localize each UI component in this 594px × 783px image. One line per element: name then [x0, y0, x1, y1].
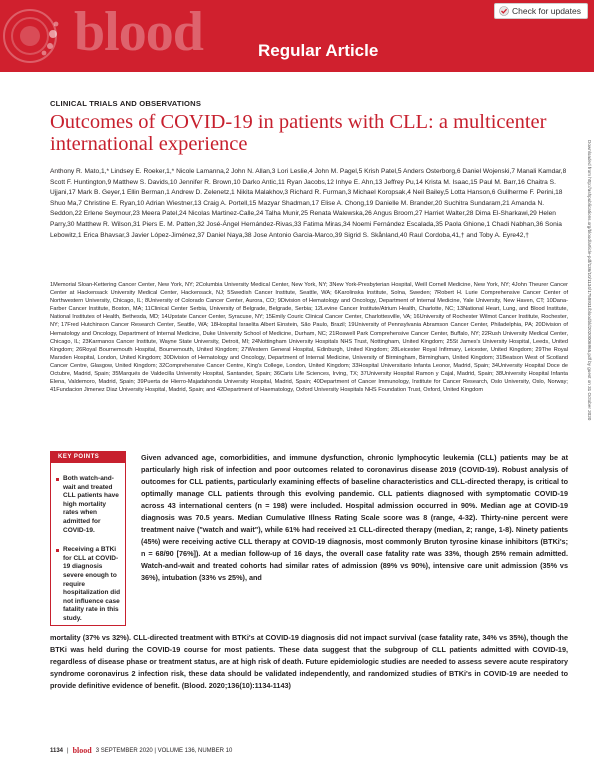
affiliation-list: 1Memorial Sloan-Kettering Cancer Center, New York, NY; 2Columbia University Medical Center, New York, NY; 3New York-Presbyterian Hospital, Weill Cornell Medicine, New York, NY; 4John Theurer Cancer Center at Hackensack University Medical Center, Hackensack, NJ; 5Swedish Cancer Institute, Seattle, WA; 6Karolinska Institute, Solna, Sweden; 7Robert H. Lurie Comprehensive Cancer Center of Northwestern University, Chicago, IL; 8University of Colorado Cancer Center, Aurora, CO; 9Division of Hematology and Oncology, Department of Internal Medicine, Yale University, New Haven, CT; 10Dana-Farber Cancer Institute, Boston, MA; 11Clinical Center Serbia, University of Belgrade, Belgrade, Serbia; 12Levine Cancer Institute/Atrium Health, Charlotte, NC; 13National Heart, Lung, and Blood Institute, National Institutes of Health, Bethesda, MD; 14Upstate Cancer Center, Syracuse, NY; 15Emily Couric Clinical Cancer Center, Charlottesville, VA; 16University of Rochester Wilmot Cancer Institute, Rochester, NY; 17Fred Hutchinson Cancer Research Center, Seattle, WA; 18Hospital Israelita Albert Einstein, São Paulo, Brazil; 19University of Pennsylvania Abramson Cancer Center, Philadelphia, PA; 20Division of Hematology and Oncology, Department of Internal Medicine, Duke University School of Medicine, Durham, NC; 21Roswell Park Comprehensive Cancer Center, Buffalo, NY; 22Rush University Medical Center, Chicago, IL; 23Karmanos Cancer Institute, Wayne State University, Detroit, MI; 24Nottingham University Hospitals NHS Trust, Nottingham, United Kingdom; 25St James's University Hospital, Leeds, United Kingdom; 26Royal Bournemouth Hospital, Bournemouth, United Kingdom; 27Western General Hospital, Edinburgh, United Kingdom; 28Leicester Royal Infirmary, Leicester, United Kingdom; 29The Royal Marsden Hospital, London, United Kingdom; 30Division of Hematology and Oncology, Department of Internal Medicine, University of Birmingham, Birmingham, United Kingdom; 31Beatson West of Scotland Cancer Centre, Glasgow, United Kingdom; 32Comprehensive Cancer Centre, King's College, London, United Kingdom; 33Hospital Universitario Infanta Leonor, Madrid, Spain; 34University Hospital Doce de Octubre, Madrid, Spain; 35Marqués de Valdecilla University Hospital, Santander, Spain; 36Caris Life Sciences, Irving, TX; 37University Hospital Ramon y Cajal, Madrid, Spain; 38University Hospital Infanta Elena, Valdemoro, Madrid, Spain; 39Puerta de Hierro-Majadahonda University Hospital, Madrid, Spain; 40Department of Cancer Immunology, Institute for Cancer Research, Oslo University, Oslo, Norway; 41Fundacion Jimenez Diaz University Hospital, Madrid, Spain; and 42Department of Haematology, Oxford University Hospitals NHS Foundation Trust, Oxford, United Kingdom — [50, 282, 568, 394]
abstract-text-part1: Given advanced age, comorbidities, and immune dysfunction, chronic lymphocytic leukemia (CLL) patients may be at particularly high risk of infection and poor outcomes related to coronavirus disease 2019 (COVID-19). Robust analysis of outcomes for CLL patients, particularly examining effects of baseline characteristics and CLL-directed therapy, is critical to optimally manage CLL patients through this evolving pandemic. CLL patients diagnosed with symptomatic COVID-19 across 43 international centers (n = 198) were included. Hospital admission occurred in 90%. Median age at COVID-19 diagnosis was 70.5 years. Median Cumulative Illness Rating Scale score was 8 (range, 4-32). Thirty-nine percent were treatment naive ("watch and wait"), while 61% had received ≥1 CLL-directed therapy (median, 2; range, 1-8). Ninety patients (45%) were receiving active CLL therapy at COVID-19 diagnosis, most commonly Bruton tyrosine kinase inhibitors (BTKi's; n = 68/90 [76%]). At a median follow-up of 16 days, the overall case fatality rate was 33%, though 25% remain admitted. Watch-and-wait and treated cohorts had similar rates of admission (89% vs 90%), intensive care unit admission (35% vs 36%), intubation (33% vs 25%), and — [141, 453, 568, 582]
section-label: Regular Article — [258, 41, 379, 60]
key-point-item: Receiving a BTKi for CLL at COVID-19 diagnosis severe enough to require hospitalization did not influence case fatality rate in this study. — [51, 546, 125, 623]
journal-header-banner — [0, 0, 594, 72]
crossmark-icon — [499, 6, 509, 16]
footer-journal-name: blood — [72, 746, 92, 755]
download-note-text: Downloaded from http://ashpublications.org/blood/article-pdf/136/10/1134/1758931/bloodbld2020006965.pdf by guest on 31 October 2020 — [587, 140, 592, 421]
download-note — [584, 140, 592, 580]
journal-wordmark: blood — [74, 1, 203, 63]
page-number: 1134 — [50, 747, 64, 754]
page-footer — [50, 746, 232, 755]
check-for-updates-label: Check for updates — [512, 6, 581, 16]
key-points-box — [50, 451, 126, 626]
footer-issue-info: 3 SEPTEMBER 2020 | VOLUME 136, NUMBER 10 — [95, 747, 233, 754]
abstract-text-part2: mortality (37% vs 32%). CLL-directed treatment with BTKi's at COVID-19 diagnosis did not impact survival (case fatality rate, 34% vs 35%), though the BTKi was held during the COVID-19 course for most patients. These data suggest that the subgroup of CLL patients admitted with COVID-19, regardless of disease phase or treatment status, are at high risk of death. Future epidemiologic studies are needed to assess severe acute respiratory syndrome coronavirus 2 infection risk, these data should be validated independently, and randomized studies of BTKi's in COVID-19 are needed to provide definitive evidence of benefit. (Blood. 2020;136(10):1134-1143) — [50, 633, 568, 690]
check-for-updates-button[interactable] — [494, 3, 588, 19]
key-points-heading: KEY POINTS — [51, 452, 125, 463]
author-list: Anthony R. Mato,1,* Lindsey E. Roeker,1,* Nicole Lamanna,2 John N. Allan,3 Lori Leslie,4 John M. Pagel,5 Krish Patel,5 Anders Osterborg,6 Daniel Wojenski,7 Manali Kamdar,8 Scott F. Huntington,9 Matthew S. Davids,10 Jennifer R. Brown,10 Darko Antic,11 Ryan Jacobs,12 Inhye E. Ahn,13 Jeffrey Pu,14 Krista M. Isaac,15 Paul M. Barr,16 Chaitra S. Ujjani,17 Mark B. Geyer,1 Ellin Berman,1 Andrew D. Zelenetz,1 Nikita Malakhov,3 Richard R. Furman,3 Michael Koropsak,4 Neil Bailey,5 Lotta Hanson,6 Guilherme F. Perini,18 Shuo Ma,7 Christine E. Ryan,10 Adrian Wiestner,13 Craig A. Portell,15 Mazyar Shadman,17 Elise A. Chong,19 Danielle M. Brander,20 Suchitra Sundaram,21 Amanda N. Seddon,22 Erlene Seymour,23 Meera Patel,24 Nicolas Martinez-Calle,24 Talha Munir,25 Renata Walewska,26 Angus Broom,27 Harriet Walter,28 Dima El-Sharkawi,29 Helen Parry,30 Matthew R. Wilson,31 Piers E. M. Patten,32 José-Ángel Hernández-Rivas,33 Fatima Miras,34 Noemi Fernández Escalada,35 Paola Ghione,1 Chadi Nabhan,36 Sonia Lebowitz,1 Erica Bhavsar,3 Javier López-Jiménez,37 Daniel Naya,38 Jose Antonio Garcia-Marco,39 Sigrid S. Skånland,40 Raul Cordoba,41,† and Toby A. Eyre42,† — [50, 168, 567, 239]
article-category: CLINICAL TRIALS AND OBSERVATIONS — [50, 99, 202, 108]
key-point-item: Both watch-and-wait and treated CLL patients have high mortality rates when admitted for COVID-19. — [51, 475, 125, 535]
footer-divider: | — [67, 747, 69, 754]
article-title: Outcomes of COVID-19 in patients with CLL: a multicenter international experience — [50, 111, 547, 155]
